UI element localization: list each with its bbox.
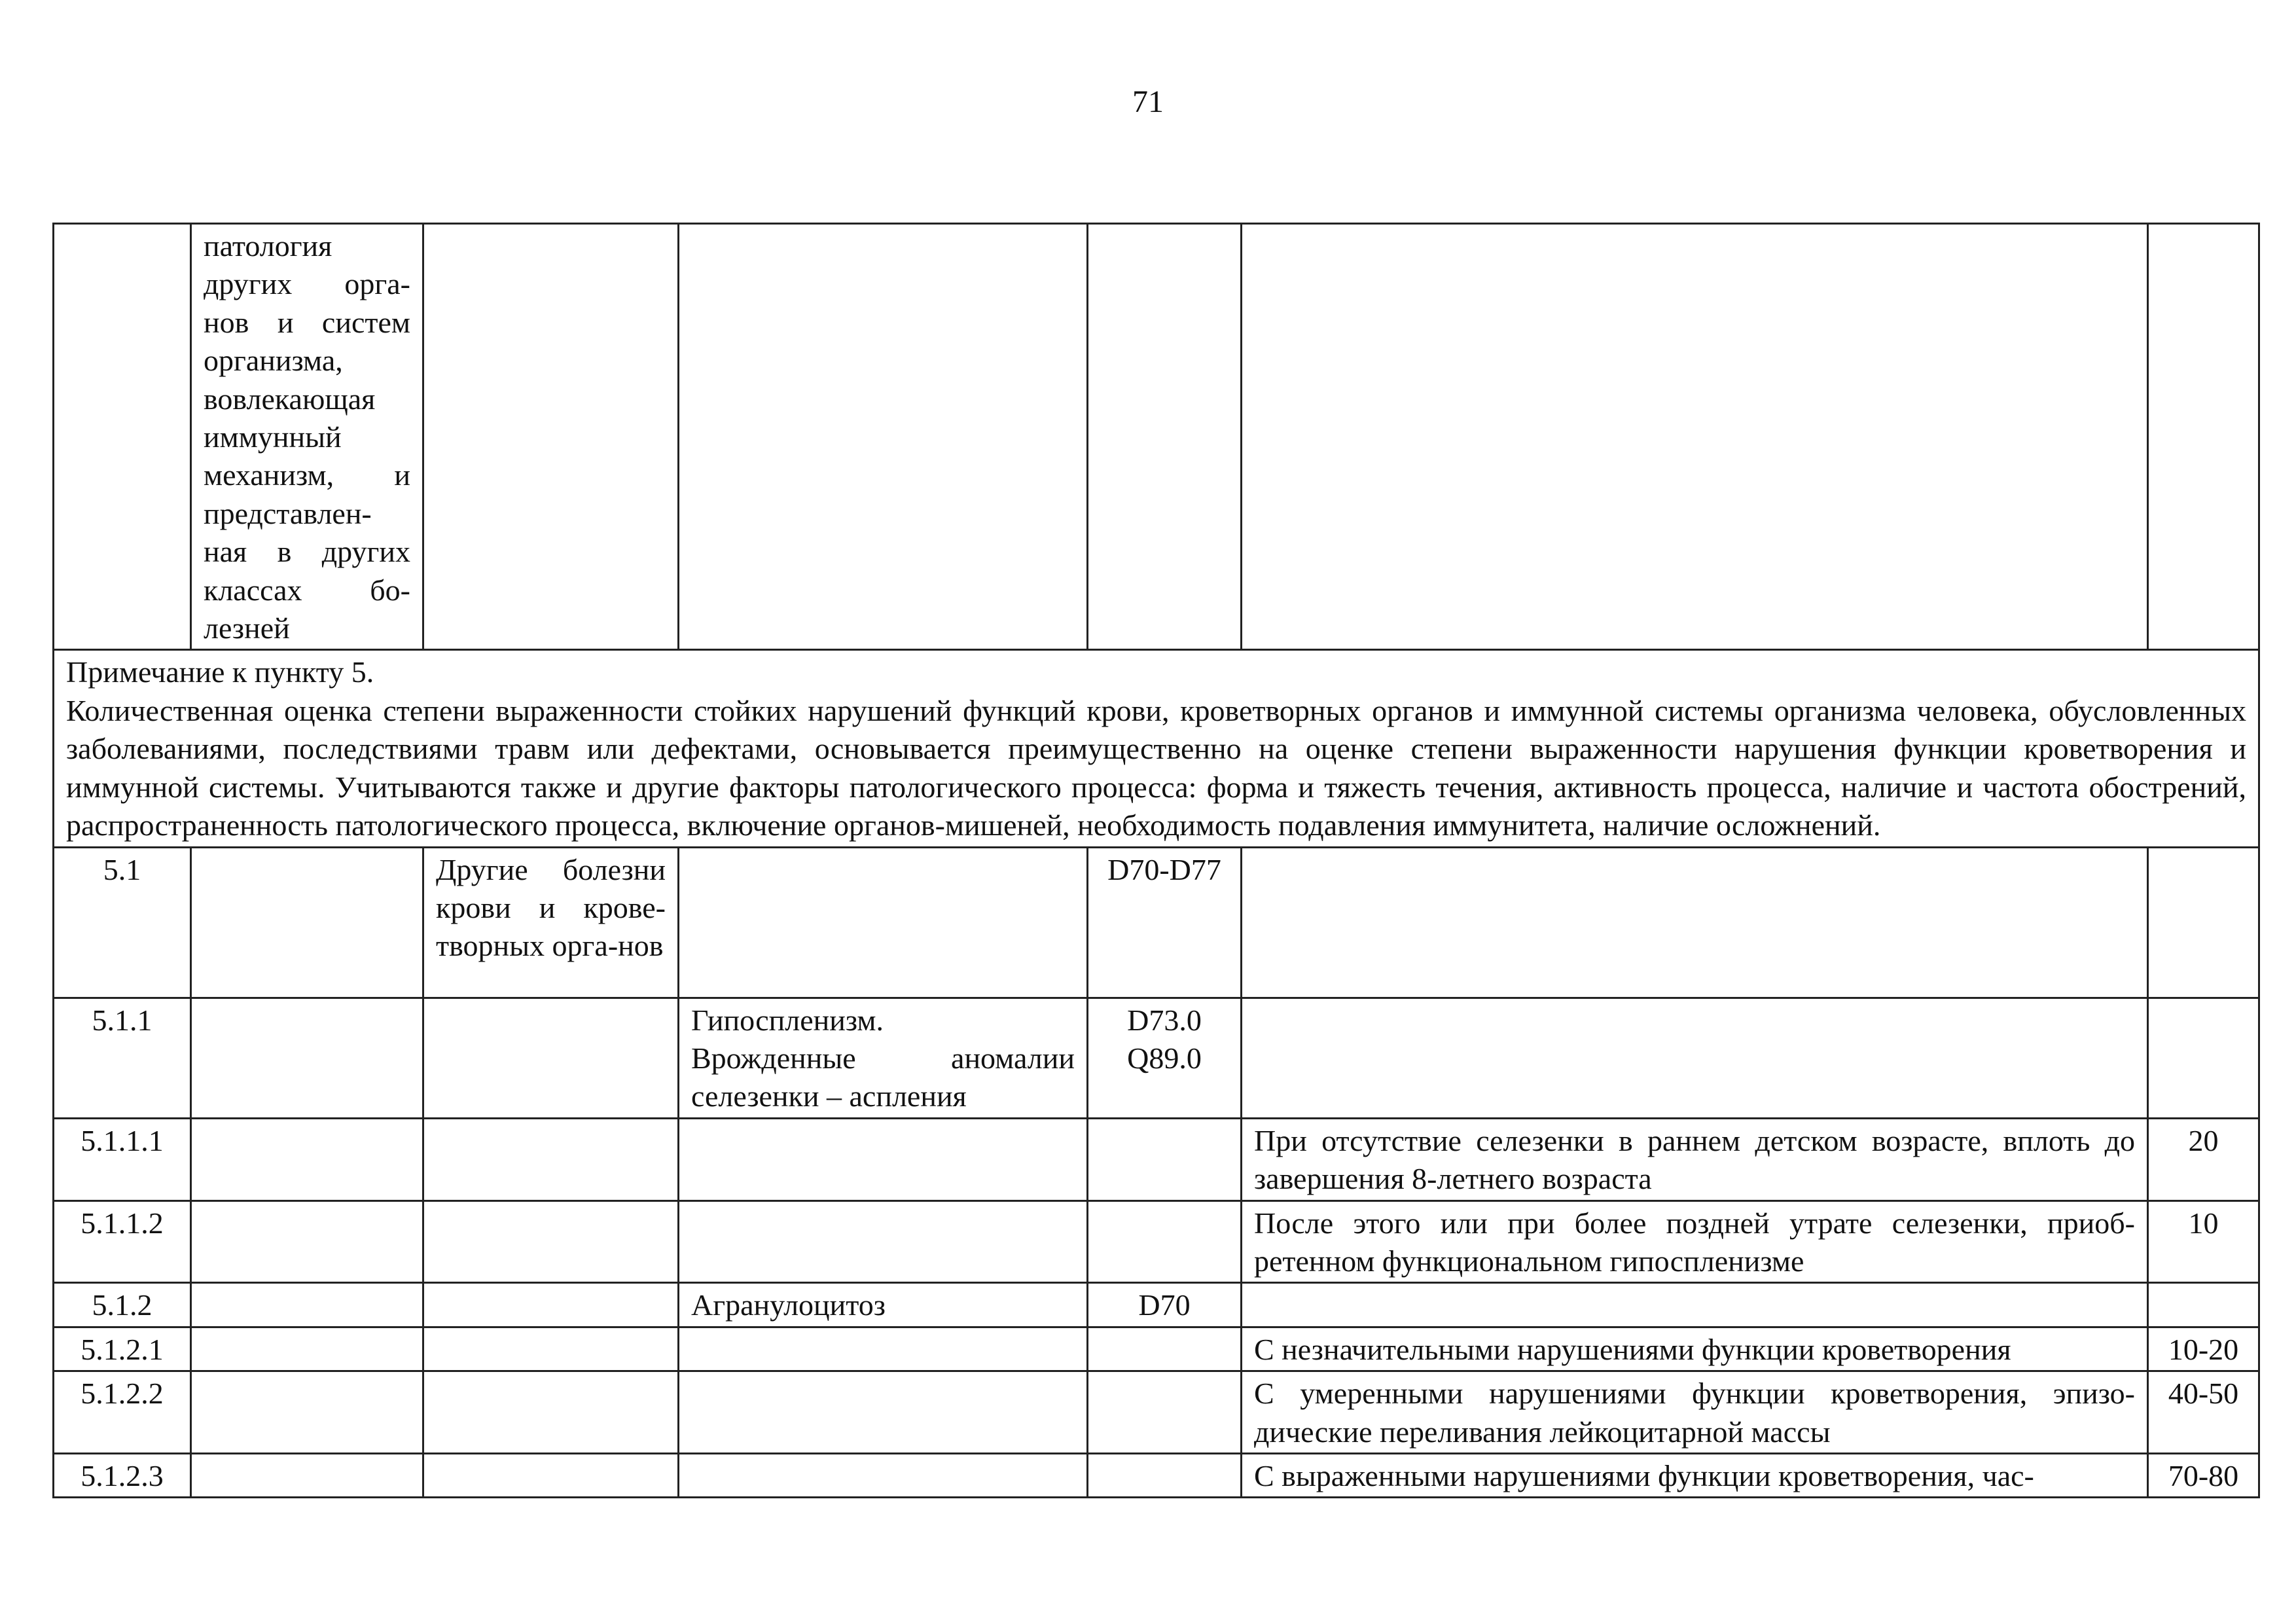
table-row <box>54 998 2259 1118</box>
cell-disease <box>679 1118 1088 1200</box>
cell-num: 5.1.2 <box>54 1283 191 1327</box>
table-row <box>54 1371 2259 1454</box>
cell-category <box>191 847 423 998</box>
cell-percent <box>2148 998 2259 1118</box>
cell-num: 5.1.1 <box>54 998 191 1118</box>
cell-category <box>191 1327 423 1371</box>
classification-table <box>52 223 2260 1498</box>
cell-code <box>1088 1327 1242 1371</box>
cell-disease: Гипоспленизм. Врожденные аномалии селезенки – аспления <box>679 998 1088 1118</box>
cell-disease <box>679 1327 1088 1371</box>
note-body: Количественная оценка степени выраженности стойких нарушений функций крови, кроветворных органов и иммунной системы организма человека, обусловленных заболеваниями, последствиями травм или дефектами, основывается преимущественно на оценке степени выраженности нарушения функции кроветворения и иммунной системы. Учитываются также и другие факторы патологического процесса: форма и тяжесть течения, активность процесса, наличие и частота обострений, распространенность патологического процесса, включение органов-мишеней, необходимость подавления иммунитета, наличие осложнений. <box>66 693 2246 842</box>
cell-num <box>54 224 191 650</box>
cell-criteria: После этого или при более поздней утрате селезенки, приоб-ретенном функциональном гипоспленизме <box>1242 1200 2148 1283</box>
table-row-continued <box>54 224 2259 650</box>
cell-group <box>423 1118 679 1200</box>
cell-percent: 10 <box>2148 1200 2259 1283</box>
cell-code <box>1088 1453 1242 1497</box>
cell-percent <box>2148 1283 2259 1327</box>
cell-percent: 70-80 <box>2148 1453 2259 1497</box>
cell-disease <box>679 224 1088 650</box>
table-row <box>54 847 2259 998</box>
cell-code: D70-D77 <box>1088 847 1242 998</box>
cell-criteria <box>1242 1283 2148 1327</box>
cell-category <box>191 998 423 1118</box>
table-row <box>54 1453 2259 1497</box>
cell-category <box>191 1453 423 1497</box>
cell-criteria: С незначительными нарушениями функции кроветворения <box>1242 1327 2148 1371</box>
cell-percent: 20 <box>2148 1118 2259 1200</box>
cell-disease <box>679 1200 1088 1283</box>
cell-disease <box>679 847 1088 998</box>
cell-percent: 10-20 <box>2148 1327 2259 1371</box>
cell-group <box>423 1371 679 1454</box>
cell-group <box>423 224 679 650</box>
cell-category: патология других орга- нов и систем организма, вовлекающая иммунный механизм, и представлен- ная в других классах бо- лезней <box>191 224 423 650</box>
cell-code: D70 <box>1088 1283 1242 1327</box>
cell-group <box>423 1327 679 1371</box>
cell-criteria <box>1242 998 2148 1118</box>
cell-code <box>1088 1200 1242 1283</box>
cell-num: 5.1 <box>54 847 191 998</box>
cell-criteria <box>1242 224 2148 650</box>
cell-num: 5.1.2.1 <box>54 1327 191 1371</box>
cell-category <box>191 1200 423 1283</box>
note-row <box>54 650 2259 847</box>
cell-group <box>423 1283 679 1327</box>
cell-num: 5.1.2.3 <box>54 1453 191 1497</box>
cell-group <box>423 1453 679 1497</box>
table-row <box>54 1200 2259 1283</box>
cell-criteria <box>1242 847 2148 998</box>
cell-category <box>191 1118 423 1200</box>
cell-num: 5.1.1.2 <box>54 1200 191 1283</box>
note-cell <box>54 650 2259 847</box>
cell-num: 5.1.1.1 <box>54 1118 191 1200</box>
cell-criteria: С выраженными нарушениями функции кроветворения, час- <box>1242 1453 2148 1497</box>
cell-disease: Агранулоцитоз <box>679 1283 1088 1327</box>
cell-category <box>191 1283 423 1327</box>
cell-code <box>1088 224 1242 650</box>
cell-code <box>1088 1371 1242 1454</box>
cell-percent: 40-50 <box>2148 1371 2259 1454</box>
table-row <box>54 1327 2259 1371</box>
table-row <box>54 1283 2259 1327</box>
cell-category <box>191 1371 423 1454</box>
cell-disease <box>679 1453 1088 1497</box>
cell-criteria: При отсутствие селезенки в раннем детском возрасте, вплоть до завершения 8-летнего возраста <box>1242 1118 2148 1200</box>
cell-criteria: С умеренными нарушениями функции кроветворения, эпизо-дические переливания лейкоцитарной массы <box>1242 1371 2148 1454</box>
cell-percent <box>2148 224 2259 650</box>
cell-code: D73.0 Q89.0 <box>1088 998 1242 1118</box>
cell-group <box>423 998 679 1118</box>
page-number: 71 <box>1132 84 1164 119</box>
cell-code <box>1088 1118 1242 1200</box>
cell-group: Другие болезни крови и крове-творных орга-нов <box>423 847 679 998</box>
table-rows <box>54 847 2259 1498</box>
cell-disease <box>679 1371 1088 1454</box>
cell-percent <box>2148 847 2259 998</box>
cell-group <box>423 1200 679 1283</box>
cell-num: 5.1.2.2 <box>54 1371 191 1454</box>
table-row <box>54 1118 2259 1200</box>
note-title: Примечание к пункту 5. <box>66 655 374 689</box>
